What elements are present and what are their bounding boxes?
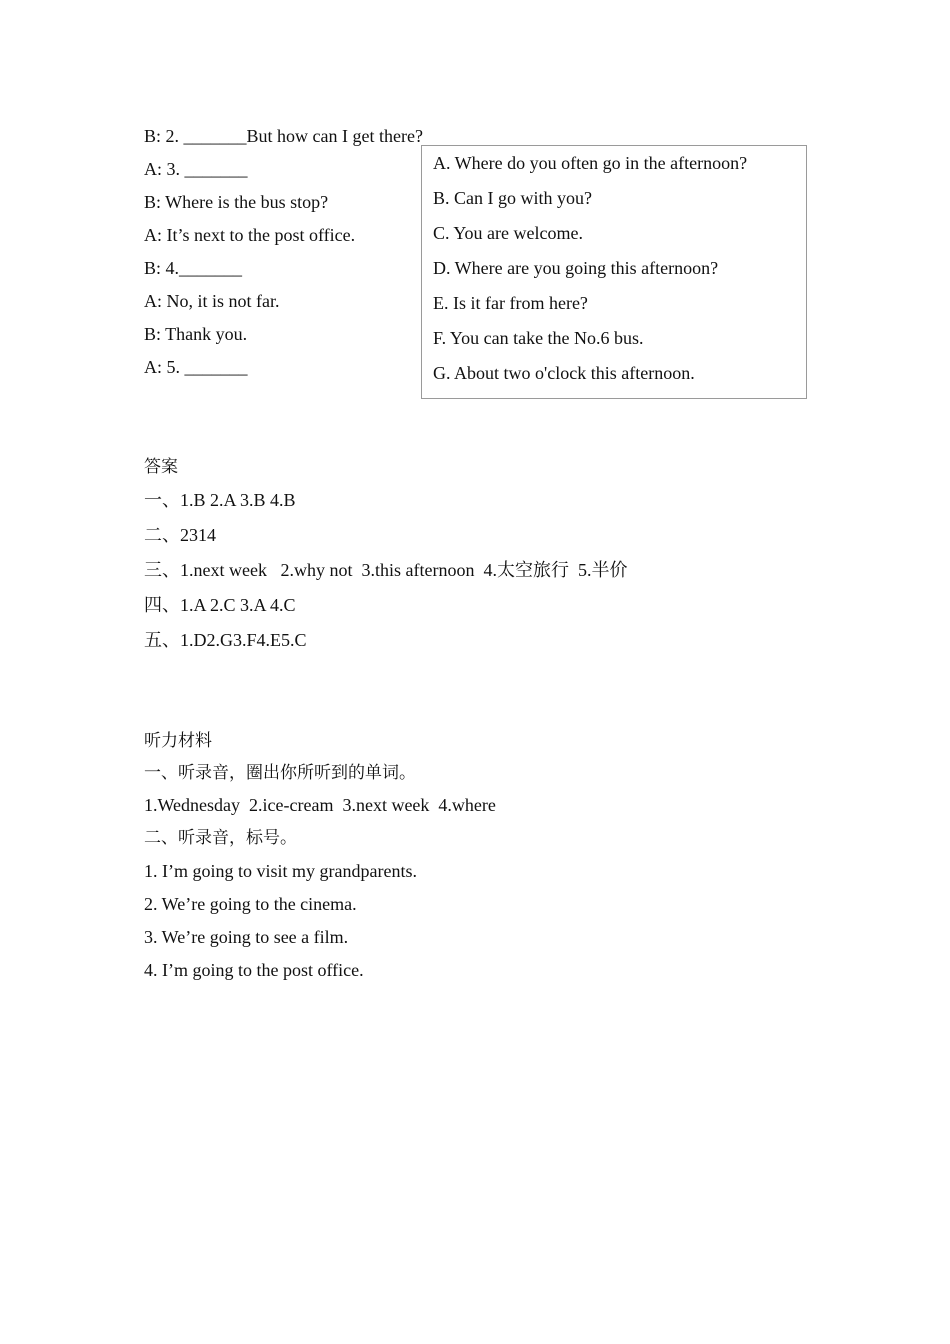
option-d: D. Where are you going this afternoon? bbox=[433, 258, 719, 278]
dialogue-line: B: Where is the bus stop? bbox=[144, 192, 329, 212]
listening-item: 1. I’m going to visit my grandparents. bbox=[144, 861, 417, 881]
dialogue-line: B: 4._______ bbox=[144, 258, 243, 278]
option-b: B. Can I go with you? bbox=[433, 188, 592, 208]
section2-title: 二、听录音，标号。 bbox=[144, 828, 297, 848]
answer-line: 五、1.D2.G3.F4.E5.C bbox=[144, 630, 307, 650]
section1-title: 一、听录音，圈出你所听到的单词。 bbox=[144, 763, 416, 783]
option-c: C. You are welcome. bbox=[433, 223, 583, 243]
answer-line: 一、1.B 2.A 3.B 4.B bbox=[144, 490, 296, 510]
listening-item: 3. We’re going to see a film. bbox=[144, 927, 349, 947]
dialogue-line: A: 3. _______ bbox=[144, 159, 248, 179]
answers-heading: 答案 bbox=[144, 457, 178, 477]
listening-item: 4. I’m going to the post office. bbox=[144, 960, 364, 980]
dialogue-line: A: 5. _______ bbox=[144, 357, 248, 377]
dialogue-line: A: No, it is not far. bbox=[144, 291, 280, 311]
answer-line: 三、1.next week 2.why not 3.this afternoon 4.太空旅行 5.半价 bbox=[144, 560, 628, 580]
dialogue-line: B: 2. _______But how can I get there? bbox=[144, 126, 423, 146]
option-g: G. About two o'clock this afternoon. bbox=[433, 363, 695, 383]
listening-heading: 听力材料 bbox=[144, 731, 212, 751]
options-box bbox=[421, 145, 807, 399]
option-a: A. Where do you often go in the afternoon? bbox=[433, 153, 748, 173]
option-f: F. You can take the No.6 bus. bbox=[433, 328, 644, 348]
dialogue-line: A: It’s next to the post office. bbox=[144, 225, 356, 245]
listening-item: 2. We’re going to the cinema. bbox=[144, 894, 357, 914]
dialogue-line: B: Thank you. bbox=[144, 324, 248, 344]
answer-line: 四、1.A 2.C 3.A 4.C bbox=[144, 595, 296, 615]
section1-words: 1.Wednesday 2.ice-cream 3.next week 4.where bbox=[144, 795, 496, 815]
answer-line: 二、2314 bbox=[144, 525, 216, 545]
option-e: E. Is it far from here? bbox=[433, 293, 588, 313]
